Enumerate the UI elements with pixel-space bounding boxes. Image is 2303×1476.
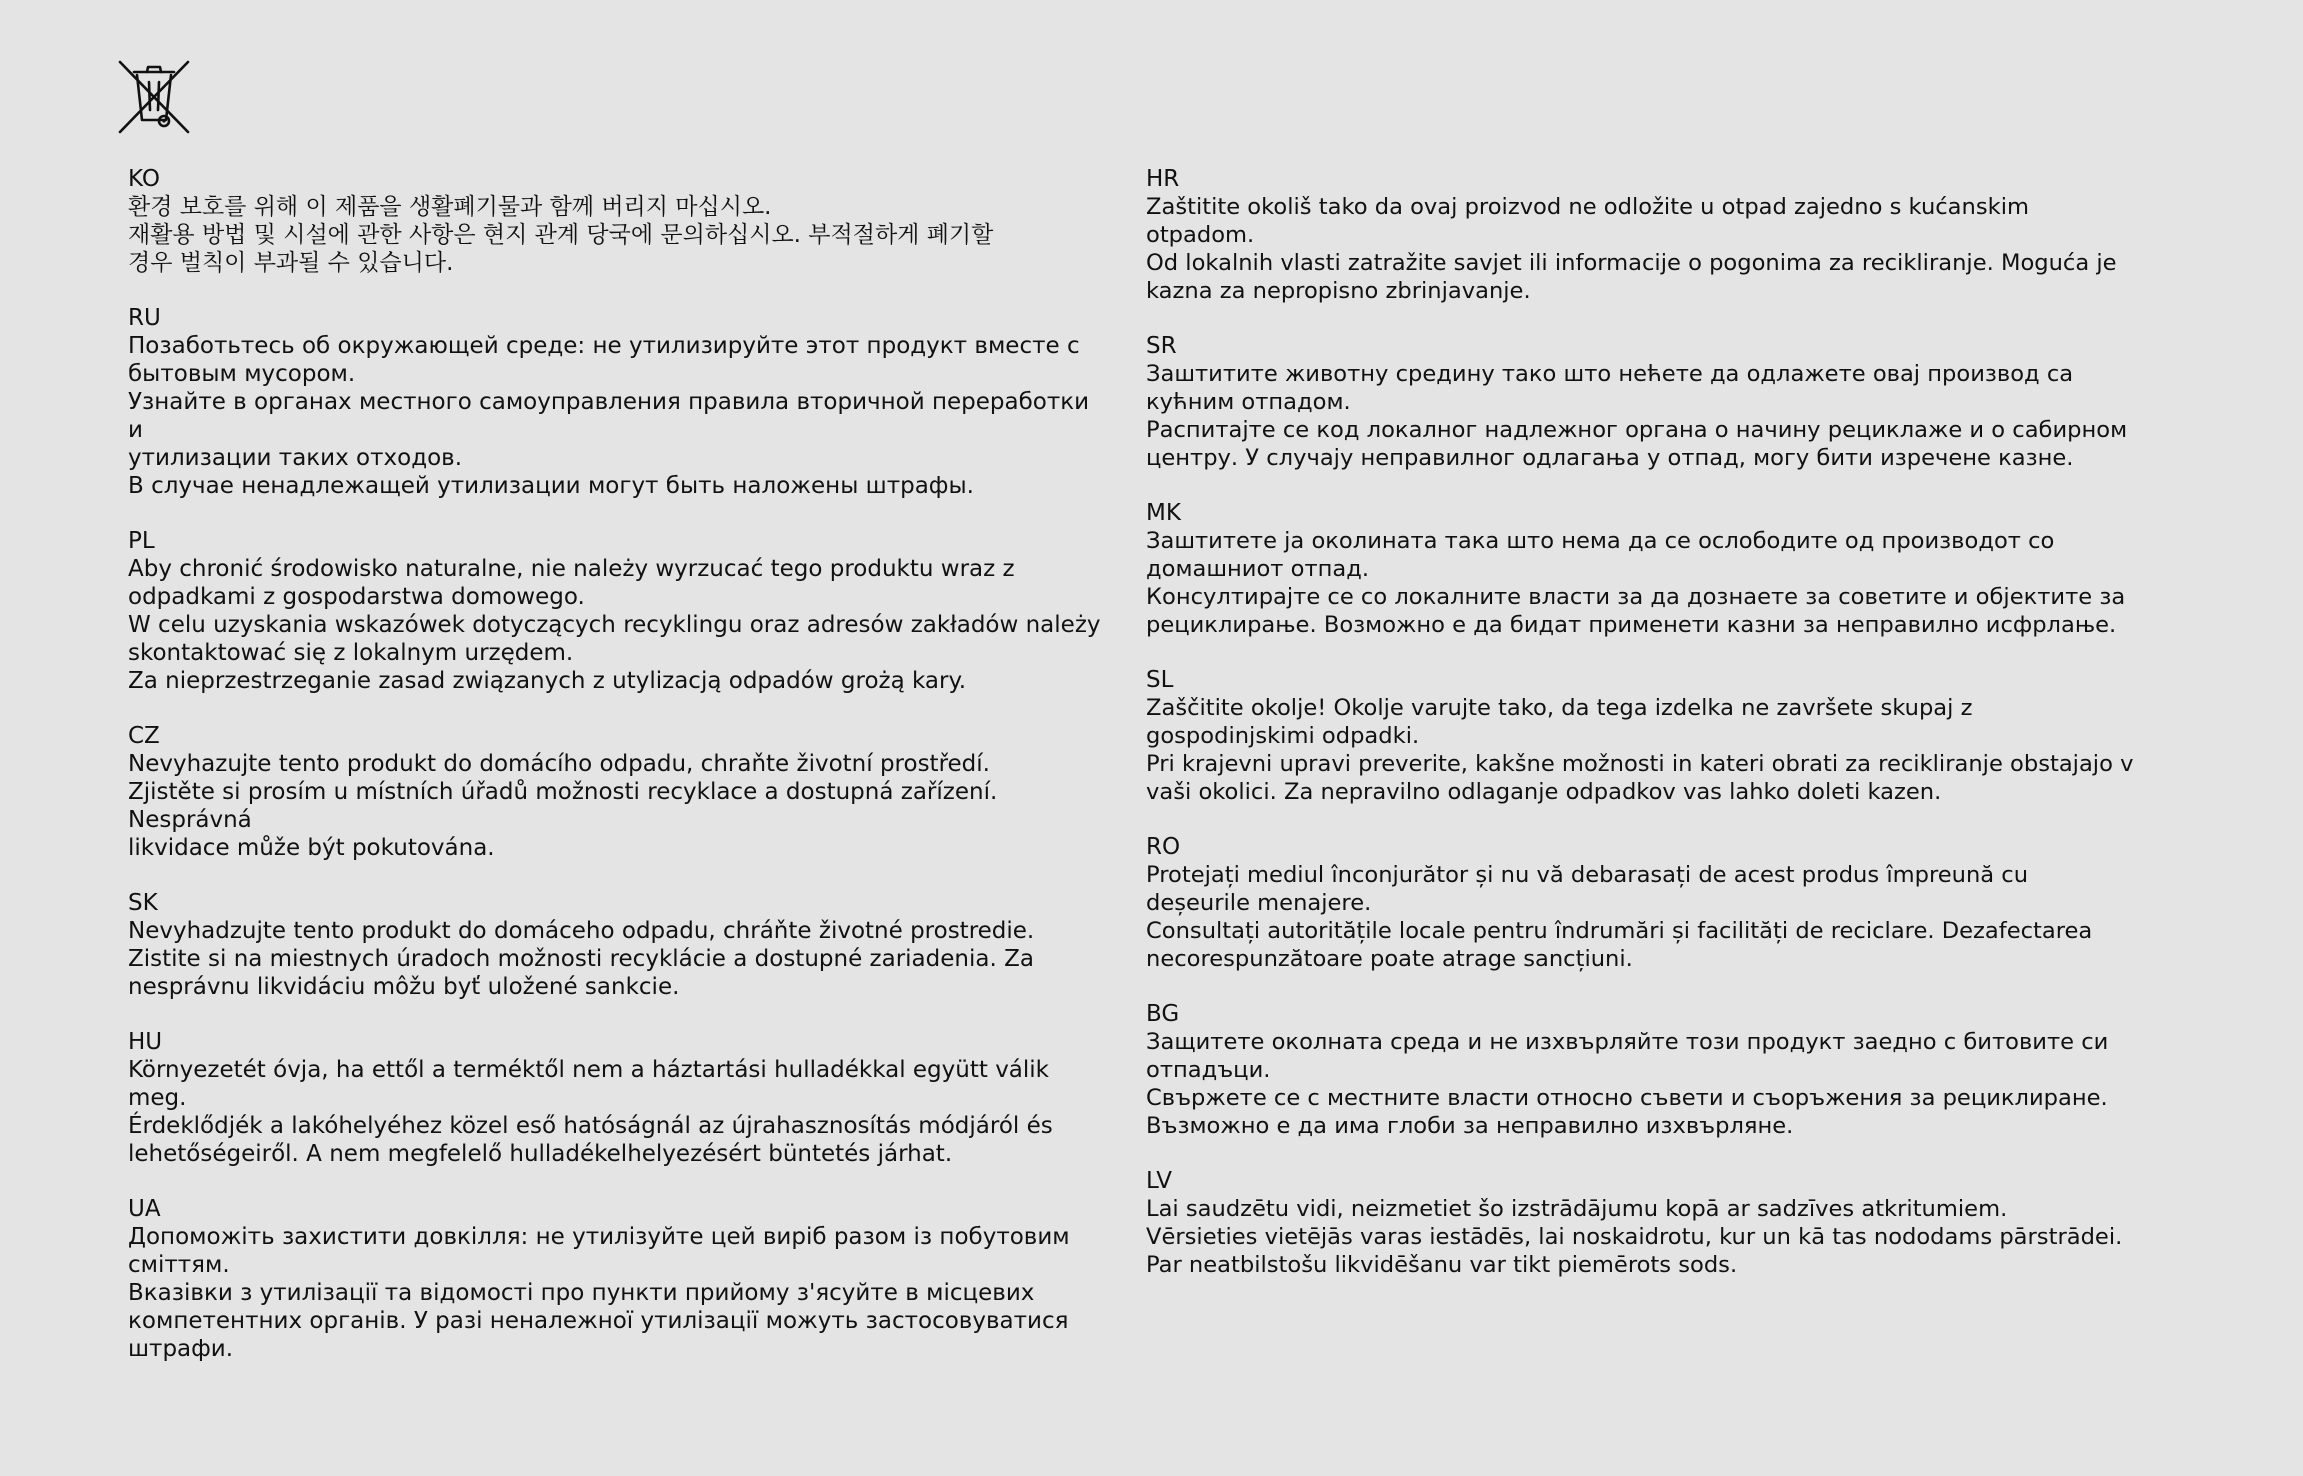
section-hr — [1146, 165, 2146, 305]
paragraph: Заштитите животну средину тако што нећете да одлажете овај производ са кућним отпадом. — [1146, 361, 2074, 415]
paragraph: Környezetét óvja, ha ettől a terméktől nem a háztartási hulladékkal együtt válik meg. — [128, 1057, 1049, 1111]
section-lv — [1146, 1167, 2146, 1279]
paragraph: Zaštitite okoliš tako da ovaj proizvod ne odložite u otpad zajedno s kućanskim otpadom. — [1146, 194, 2029, 248]
paragraph: W celu uzyskania wskazówek dotyczących recyklingu oraz adresów zakładów należy skontaktować się z lokalnym urzędem. — [128, 612, 1101, 666]
paragraph: Узнайте в органах местного самоуправления правила вторичной переработки и утилизации таких отходов. — [128, 389, 1090, 471]
language-code: SK — [128, 890, 158, 916]
paragraph: Protejați mediul înconjurător și nu vă debarasați de acest produs împreună cu deșeurile menajere. — [1146, 862, 2029, 916]
paragraph: Позаботьтесь об окружающей среде: не утилизируйте этот продукт вместе с бытовым мусором. — [128, 333, 1080, 387]
paragraph: Zjistěte si prosím u místních úřadů možnosti recyklace a dostupná zařízení. Nesprávná likvidace může být pokutována. — [128, 779, 998, 861]
paragraph: Защитете околната среда и не изхвърляйте този продукт заедно с битовите си отпадъци. — [1146, 1029, 2109, 1083]
language-code: UA — [128, 1196, 161, 1222]
language-code: HU — [128, 1029, 163, 1055]
paragraph: Nevyhazujte tento produkt do domácího odpadu, chraňte životní prostředí. — [128, 751, 990, 777]
paragraph: Od lokalnih vlasti zatražite savjet ili informacije o pogonima za recikliranje. Moguća je kazna za nepropisno zbrinjavanje. — [1146, 250, 2117, 304]
paragraph: Za nieprzestrzeganie zasad związanych z utylizacją odpadów grożą kary. — [128, 668, 967, 694]
section-sr — [1146, 332, 2146, 472]
paragraph: Zaščitite okolje! Okolje varujte tako, da tega izdelka ne završete skupaj z gospodinjskimi odpadki. — [1146, 695, 1973, 749]
left-column — [128, 165, 1108, 1390]
section-ru — [128, 304, 1108, 500]
paragraph: 환경 보호를 위해 이 제품을 생활폐기물과 함께 버리지 마십시오. — [128, 194, 772, 220]
paragraph: 재활용 방법 및 시설에 관한 사항은 현지 관계 당국에 문의하십시오. 부적절하게 폐기할 경우 벌칙이 부과될 수 있습니다. — [128, 222, 994, 276]
paragraph: Заштитете ја околината така што нема да се ослободите од производот со домашниот отпад. — [1146, 528, 2055, 582]
language-code: SR — [1146, 333, 1177, 359]
paragraph: Pri krajevni upravi preverite, kakšne možnosti in kateri obrati za recikliranje obstajajo v vaši okolici. Za nepravilno odlaganje odpadkov vas lahko doleti kazen. — [1146, 751, 2134, 805]
language-code: SL — [1146, 667, 1174, 693]
section-mk — [1146, 499, 2146, 639]
section-ro — [1146, 833, 2146, 973]
paragraph: Vērsieties vietējās varas iestādēs, lai noskaidrotu, kur un kā tas nododams pārstrādei. Par neatbilstošu likvidēšanu var tikt piemērots sods. — [1146, 1224, 2123, 1278]
section-sk — [128, 889, 1108, 1001]
language-code: MK — [1146, 500, 1181, 526]
section-ua — [128, 1195, 1108, 1363]
language-code: HR — [1146, 166, 1180, 192]
language-code: RU — [128, 305, 161, 331]
language-code: BG — [1146, 1001, 1180, 1027]
language-code: CZ — [128, 723, 160, 749]
section-pl — [128, 527, 1108, 695]
paragraph: Consultați autoritățile locale pentru îndrumări și facilități de reciclare. Dezafectarea necorespunzătoare poate atrage sancțiuni. — [1146, 918, 2093, 972]
section-sl — [1146, 666, 2146, 806]
paragraph: Консултирајте се со локалните власти за да дознаете за советите и објектите за рециклирање. Возможно е да бидат применети казни за неправилно исфрлање. — [1146, 584, 2126, 638]
paragraph: Lai saudzētu vidi, neizmetiet šo izstrādājumu kopā ar sadzīves atkritumiem. — [1146, 1196, 2008, 1222]
language-code: LV — [1146, 1168, 1173, 1194]
section-cz — [128, 722, 1108, 862]
right-column — [1146, 165, 2146, 1306]
language-code: KO — [128, 166, 160, 192]
section-bg — [1146, 1000, 2146, 1140]
paragraph: Распитајте се код локалног надлежног органа о начину рециклаже и о сабирном центру. У случају неправилног одлагања у отпад, могу бити изречене казне. — [1146, 417, 2128, 471]
paragraph: Допоможіть захистити довкілля: не утилізуйте цей виріб разом із побутовим сміттям. — [128, 1224, 1070, 1278]
paragraph: Zistite si na miestnych úradoch možnosti recyklácie a dostupné zariadenia. Za nesprávnu likvidáciu môžu byť uložené sankcie. — [128, 946, 1034, 1000]
paragraph: Aby chronić środowisko naturalne, nie należy wyrzucać tego produktu wraz z odpadkami z gospodarstwa domowego. — [128, 556, 1015, 610]
language-code: PL — [128, 528, 155, 554]
crossed-out-wheelie-bin-icon — [116, 58, 192, 136]
paragraph: В случае ненадлежащей утилизации могут быть наложены штрафы. — [128, 473, 974, 499]
section-ko — [128, 165, 1108, 277]
paragraph: Вказівки з утилізації та відомості про пункти прийому з'ясуйте в місцевих компетентних органів. У разі неналежної утилізації можуть застосовуватися штрафи. — [128, 1280, 1069, 1362]
paragraph: Nevyhadzujte tento produkt do domáceho odpadu, chráňte životné prostredie. — [128, 918, 1035, 944]
section-hu — [128, 1028, 1108, 1168]
paragraph: Свържете се с местните власти относно съвети и съоръжения за рециклиране. Възможно е да има глоби за неправилно изхвърляне. — [1146, 1085, 2108, 1139]
language-code: RO — [1146, 834, 1181, 860]
paragraph: Érdeklődjék a lakóhelyéhez közel eső hatóságnál az újrahasznosítás módjáról és lehetőségeiről. A nem megfelelő hulladékelhelyezésért büntetés járhat. — [128, 1113, 1053, 1167]
